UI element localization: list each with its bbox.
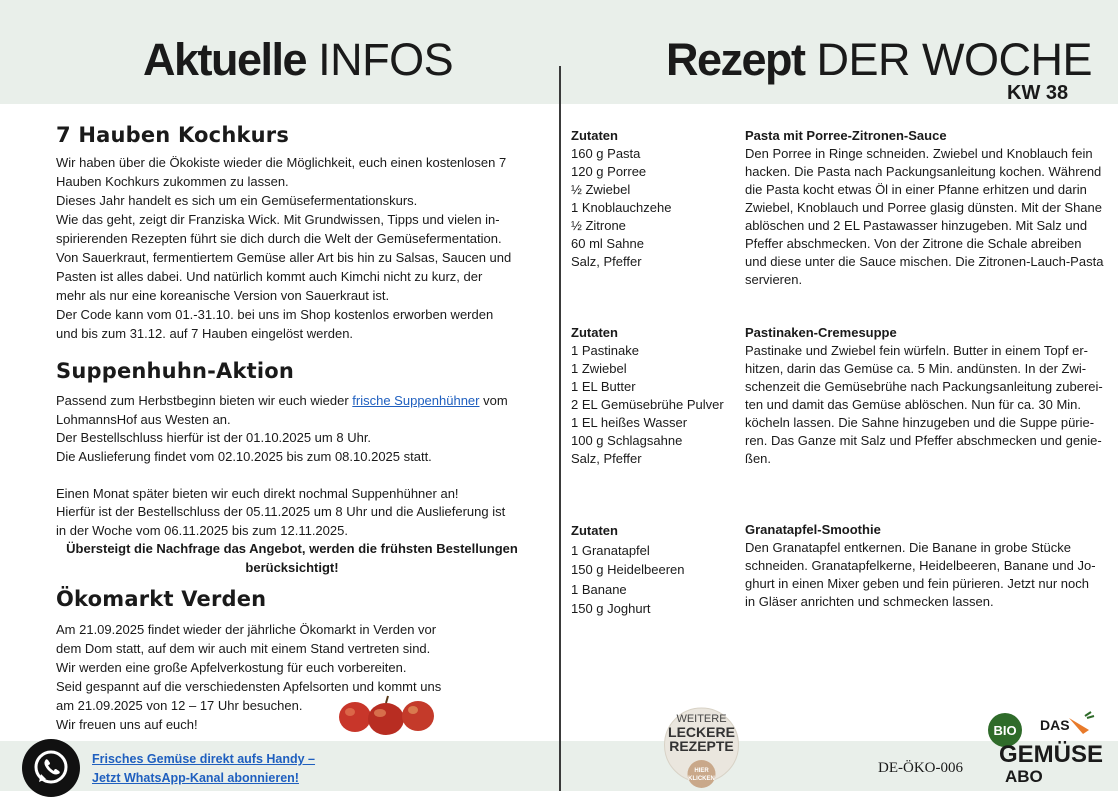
suppenhuhn-notice-1: Übersteigt die Nachfrage das Angebot, werden die frühsten Bestellungen: [66, 541, 518, 556]
weitere-rezepte-badge[interactable]: [664, 700, 739, 791]
recipe-3-text: Granatapfel-Smoothie Den Granatapfel entkernen. Die Banane in grobe Stücke schneiden. Granatapfelkerne, Heidelbeeren, Banane und Jo- ghurt in einen Mixer geben und fein pürieren. Jetzt nur noch in Gläser anrichten und schmecken lassen.: [745, 522, 1096, 609]
svg-text:LECKERE: LECKERE: [668, 724, 735, 740]
whatsapp-link[interactable]: Frisches Gemüse direkt aufs Handy – Jetzt WhatsApp-Kanal abonnieren!: [92, 752, 316, 785]
svg-text:WEITERE: WEITERE: [676, 713, 727, 725]
column-divider: [559, 66, 561, 791]
suppenhuhn-text: Passend zum Herbstbeginn bieten wir euch wieder frische Suppenhühner vom LohmannsHof aus Westen an. Der Bestellschluss hierfür ist der 01.10.2025 um 8 Uhr. Die Auslieferung findet vom 02.10.2025 bis zum 08.10.2025 statt. Einen Monat später bieten wir euch direkt nochmal Suppenhühner an! Hierfür ist der Bestellschluss der 05.11.2025 um 8 Uhr und die Auslieferung ist in der Woche vom 06.11.2025 bis zum 12.11.2025. Übersteigt die Nachfrage das Angebot, werden die frühsten Bestellungen berücksichtigt!: [56, 392, 536, 577]
suppenhuhn-link[interactable]: frische Suppenhühner: [352, 393, 480, 408]
right-heading-bold: Rezept: [666, 34, 805, 85]
svg-text:DAS: DAS: [1040, 717, 1070, 733]
right-heading-thin: DER WOCHE: [816, 34, 1093, 85]
suppenhuhn-notice-2: berücksichtigt!: [245, 559, 339, 575]
left-heading: [143, 34, 453, 86]
svg-text:BIO: BIO: [993, 723, 1017, 738]
svg-text:KLICKEN: KLICKEN: [688, 776, 715, 782]
eco-code: DE-ÖKO-006: [878, 760, 963, 776]
svg-text:HIER: HIER: [694, 768, 709, 774]
recipe-2-ingredients: Zutaten 1 Pastinake 1 Zwiebel 1 EL Butter 2 EL Gemüsebrühe Pulver 1 EL heißes Wasser 100 g Schlagsahne Salz, Pfeffer: [571, 325, 724, 466]
oekomarkt-text: Am 21.09.2025 findet wieder der jährliche Ökomarkt in Verden vor dem Dom statt, auf dem wir auch mit einem Stand vertreten sind. Wir werden eine große Apfelverkostung für euch vorbereiten. Seid gespannt auf die verschiedensten Apfelsorten und kommt uns am 21.09.2025 von 12 – 17 Uhr besuchen. Wir freuen uns auf euch!: [56, 622, 442, 732]
recipe-1-ingredients: Zutaten 160 g Pasta 120 g Porree ½ Zwiebel 1 Knoblauchzehe ½ Zitrone 60 ml Sahne Salz, Pfeffer: [571, 128, 672, 269]
left-heading-thin: INFOS: [318, 34, 454, 85]
left-heading-bold: Aktuelle: [143, 34, 307, 85]
svg-text:REZEPTE: REZEPTE: [669, 738, 734, 754]
whatsapp-icon[interactable]: [22, 739, 80, 797]
recipe-3-ingredients: Zutaten 1 Granatapfel 150 g Heidelbeeren 1 Banane 150 g Joghurt: [571, 523, 685, 616]
oekomarkt-title: Ökomarkt Verden: [56, 587, 267, 611]
svg-text:GEMÜSE: GEMÜSE: [999, 741, 1104, 768]
kochkurs-title: 7 Hauben Kochkurs: [56, 123, 290, 147]
kochkurs-text: Wir haben über die Ökokiste wieder die Möglichkeit, euch einen kostenlosen 7 Hauben Kochkurs zukommen zu lassen. Dieses Jahr handelt es sich um ein Gemüsefermentationskurs. Wie das geht, zeigt dir Franziska Wick. Mit Grundwissen, Tipps und vielen in- spirierenden Rezepten führt sie dich durch die Welt der Gemüsefermentation. Von Sauerkraut, fermentiertem Gemüse aller Art bis hin zu Salsas, Saucen und Pasten ist alles dabei. Und natürlich kommt auch Kimchi nicht zu kurz, der mehr als nur eine koreanische Version von Sauerkraut ist. Der Code kann vom 01.-31.10. bei uns im Shop kostenlos erworben werden und bis zum 31.12. auf 7 Hauben eingelöst werden.: [56, 155, 512, 341]
suppenhuhn-title: Suppenhuhn-Aktion: [56, 359, 295, 383]
right-heading: [666, 34, 1092, 86]
recipe-1-text: Pasta mit Porree-Zitronen-Sauce Den Porree in Ringe schneiden. Zwiebel und Knoblauch fein hacken. Die Pasta nach Packungsanleitung kochen. Während die Pasta kocht etwas Öl in einer Pfanne erhitzen und darin Zwiebel, Knoblauch und Porree glasig dünsten. Mit der Shane ablöschen und 2 EL Pastawasser hinzugeben. Mit Salz und Pfeffer abschmecken. Von der Zitrone die Schale abreiben und diese unter die Sauce mischen. Die Zitronen-Lauch-Pasta servieren.: [745, 128, 1104, 287]
week-label: KW 38: [1007, 82, 1069, 104]
bio-gemuese-abo-logo: [985, 708, 1105, 788]
apples-image: [336, 693, 436, 737]
recipe-2-text: Pastinaken-Cremesuppe Pastinake und Zwiebel fein würfeln. Butter in einem Topf er- hitzen, darin das Gemüse ca. 5 Min. andünsten. In der Zwi- schenzeit die Gemüsebrühe nach Packungsanleitung zuberei- ten und damit das Gemüse ablöschen. Nun für ca. 30 Min. köcheln lassen. Die Sahne hinzugeben und die Suppe pürie- ren. Das Ganze mit Salz und Pfeffer abschmecken und genie- ßen.: [745, 325, 1103, 466]
svg-text:ABO: ABO: [1005, 767, 1043, 786]
